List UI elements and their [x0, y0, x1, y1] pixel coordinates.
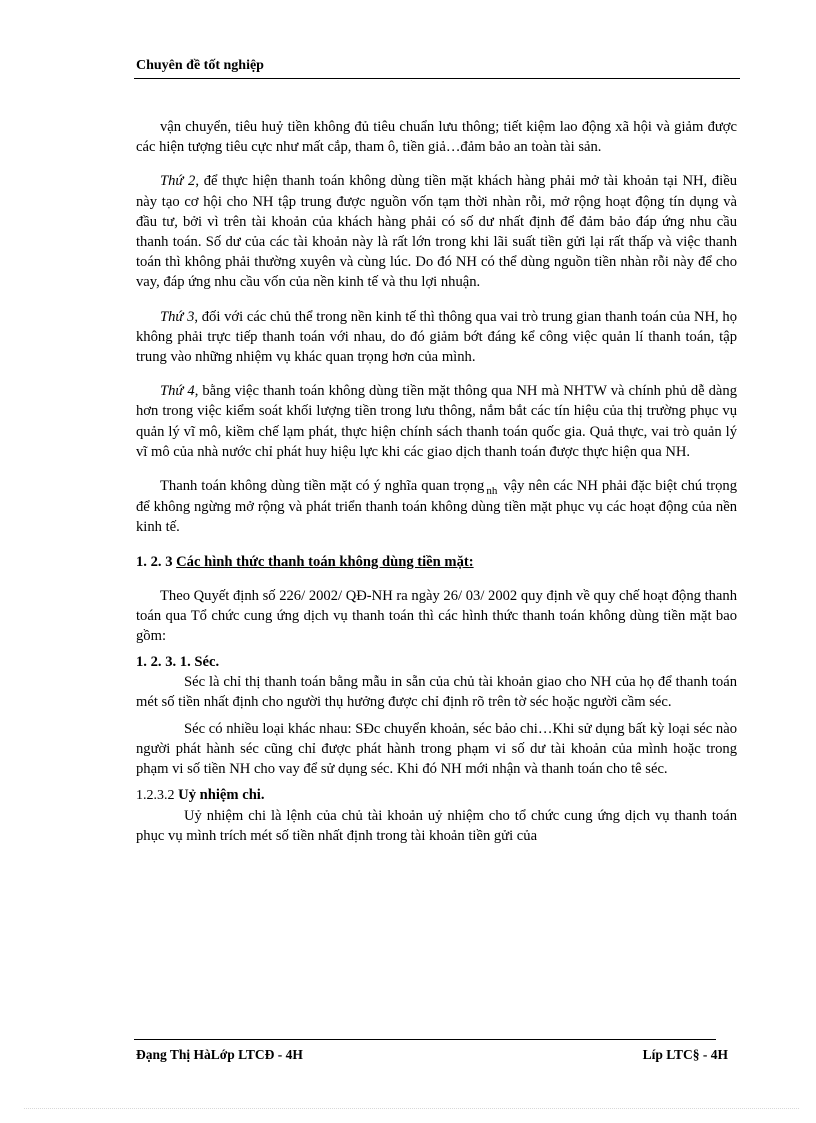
section-number: 1. 2. 3 — [136, 553, 173, 570]
paragraph-4 — [136, 381, 737, 462]
paragraph-9: Uỷ nhiệm chi là lệnh của chủ tài khoản uỷ nhiệm cho tổ chức cung ứng dịch vụ thanh toán phục vụ mình trích mét số tiền nhất định trong tài khoản tiền gửi của — [136, 808, 737, 845]
footer-author: Đạng Thị HàLớp LTCĐ - 4H — [136, 1047, 303, 1062]
section-title: Các hình thức thanh toán không dùng tiền mặt: — [176, 553, 474, 570]
section-heading-1-2-3 — [136, 552, 737, 572]
paragraph-2-lead: Thứ 2 — [160, 173, 196, 190]
page-header-title: Chuyên đề tốt nghiệp — [136, 58, 264, 73]
footer-class: Líp LTC§ - 4H — [642, 1047, 728, 1062]
footer-divider — [134, 1039, 716, 1040]
document-body — [136, 117, 737, 847]
paragraph-2-text: , để thực hiện thanh toán không dùng tiền mặt khách hàng phải mở tài khoản tại NH, điều này tạo cơ hội cho NH tập trung được nguồn vốn tạm thời nhàn rỗi, mở rộng hoạt động tín dụng và đầu tư, bởi vì trên tài khoản của khách hàng phải có số dư nhất định để đảm bảo đáp ứng nhu cầu thanh toán. Số dư của các tài khoản này là rất lớn trong khi lãi suất tiền gửi lại rất thấp và việc thanh toán thì không phải thường xuyên và cùng lúc. Do đó NH có thể dùng nguồn tiền nhàn rỗi này để cho vay, đáp ứng nhu cầu vốn của nền kinh tế và thu lợi nhuận. — [136, 173, 737, 291]
paragraph-7: Séc là chỉ thị thanh toán bằng mẫu in sẵn của chủ tài khoản giao cho NH của họ để thanh toán mét số tiền nhất định cho người thụ hưởng được chỉ định rõ trên tờ séc hoặc người cầm séc. — [136, 674, 737, 711]
paragraph-4-text: , bằng việc thanh toán không dùng tiền mặt thông qua NH mà NHTW và chính phủ dễ dàng hơn trong việc kiểm soát khối lượng tiền trong lưu thông, nắm bắt các tín hiệu của thị trường phục vụ quản lý vĩ mô, kiềm chế lạm phát, thực hiện chính sách thanh toán quốc gia. Quả thực, vai trò quản lý vĩ mô của nhà nước chỉ phát huy hiệu lực khi các giao dịch thanh toán được thực hiện qua NH. — [136, 383, 738, 460]
paragraph-3-text: , đối với các chủ thể trong nền kinh tế thì thông qua vai trò trung gian thanh toán của NH, họ không phải trực tiếp thanh toán với nhau, do đó giảm bớt đáng kể công việc quản lí thanh toán, tập trung vào những nhiệm vụ khác quan trọng hơn của mình. — [136, 308, 737, 366]
paragraph-2 — [136, 171, 737, 292]
paragraph-1: vận chuyển, tiêu huỷ tiền không đủ tiêu chuẩn lưu thông; tiết kiệm lao động xã hội và giảm được các hiện tượng tiêu cực như mất cắp, tham ô, tiền giả…đảm bảo an toàn tài sản. — [136, 119, 737, 156]
paragraph-5-text-a: Thanh toán không dùng tiền mặt có ý nghĩa quan trọng — [160, 478, 485, 495]
paragraph-4-lead: Thứ 4 — [160, 383, 195, 400]
paragraph-8: Séc có nhiều loại khác nhau: SÐc chuyển khoản, séc bảo chi…Khi sử dụng bất kỳ loại séc nào người phát hành séc cũng chỉ được phát hành trong phạm vi số dư tài khoản của mình hoặc trong phạm vi số tiền NH cho vay để sử dụng séc. Khi đó NH mới nhận và thanh toán cho tê séc. — [136, 720, 737, 778]
paragraph-5-text-b: vậy nên các NH phải đặc biệt chú trọng để không ngừng mở rộng và phát triển thanh toán không dùng tiền mặt phục vụ các hoạt động của nền kinh tế. — [136, 478, 737, 536]
paragraph-6: Theo Quyết định số 226/ 2002/ QĐ-NH ra ngày 26/ 03/ 2002 quy định về quy chế hoạt động thanh toán qua Tổ chức cung ứng dịch vụ thanh toán thì các hình thức thanh toán không dùng tiền mặt bao gồm: — [136, 587, 737, 645]
paragraph-3-lead: Thứ 3 — [160, 308, 195, 325]
subsection-number: 1.2.3.2 — [136, 788, 175, 804]
subsection-title: Uỷ nhiệm chi. — [178, 787, 265, 804]
subsection-heading-1-2-3-2 — [136, 785, 737, 806]
paragraph-5-subscript: nh — [486, 485, 498, 498]
subsection-heading-1-2-3-1: 1. 2. 3. 1. Séc. — [136, 654, 220, 671]
paragraph-5 — [136, 476, 737, 538]
paragraph-3 — [136, 307, 737, 368]
page-edge — [24, 1108, 799, 1109]
header-divider — [134, 78, 740, 79]
